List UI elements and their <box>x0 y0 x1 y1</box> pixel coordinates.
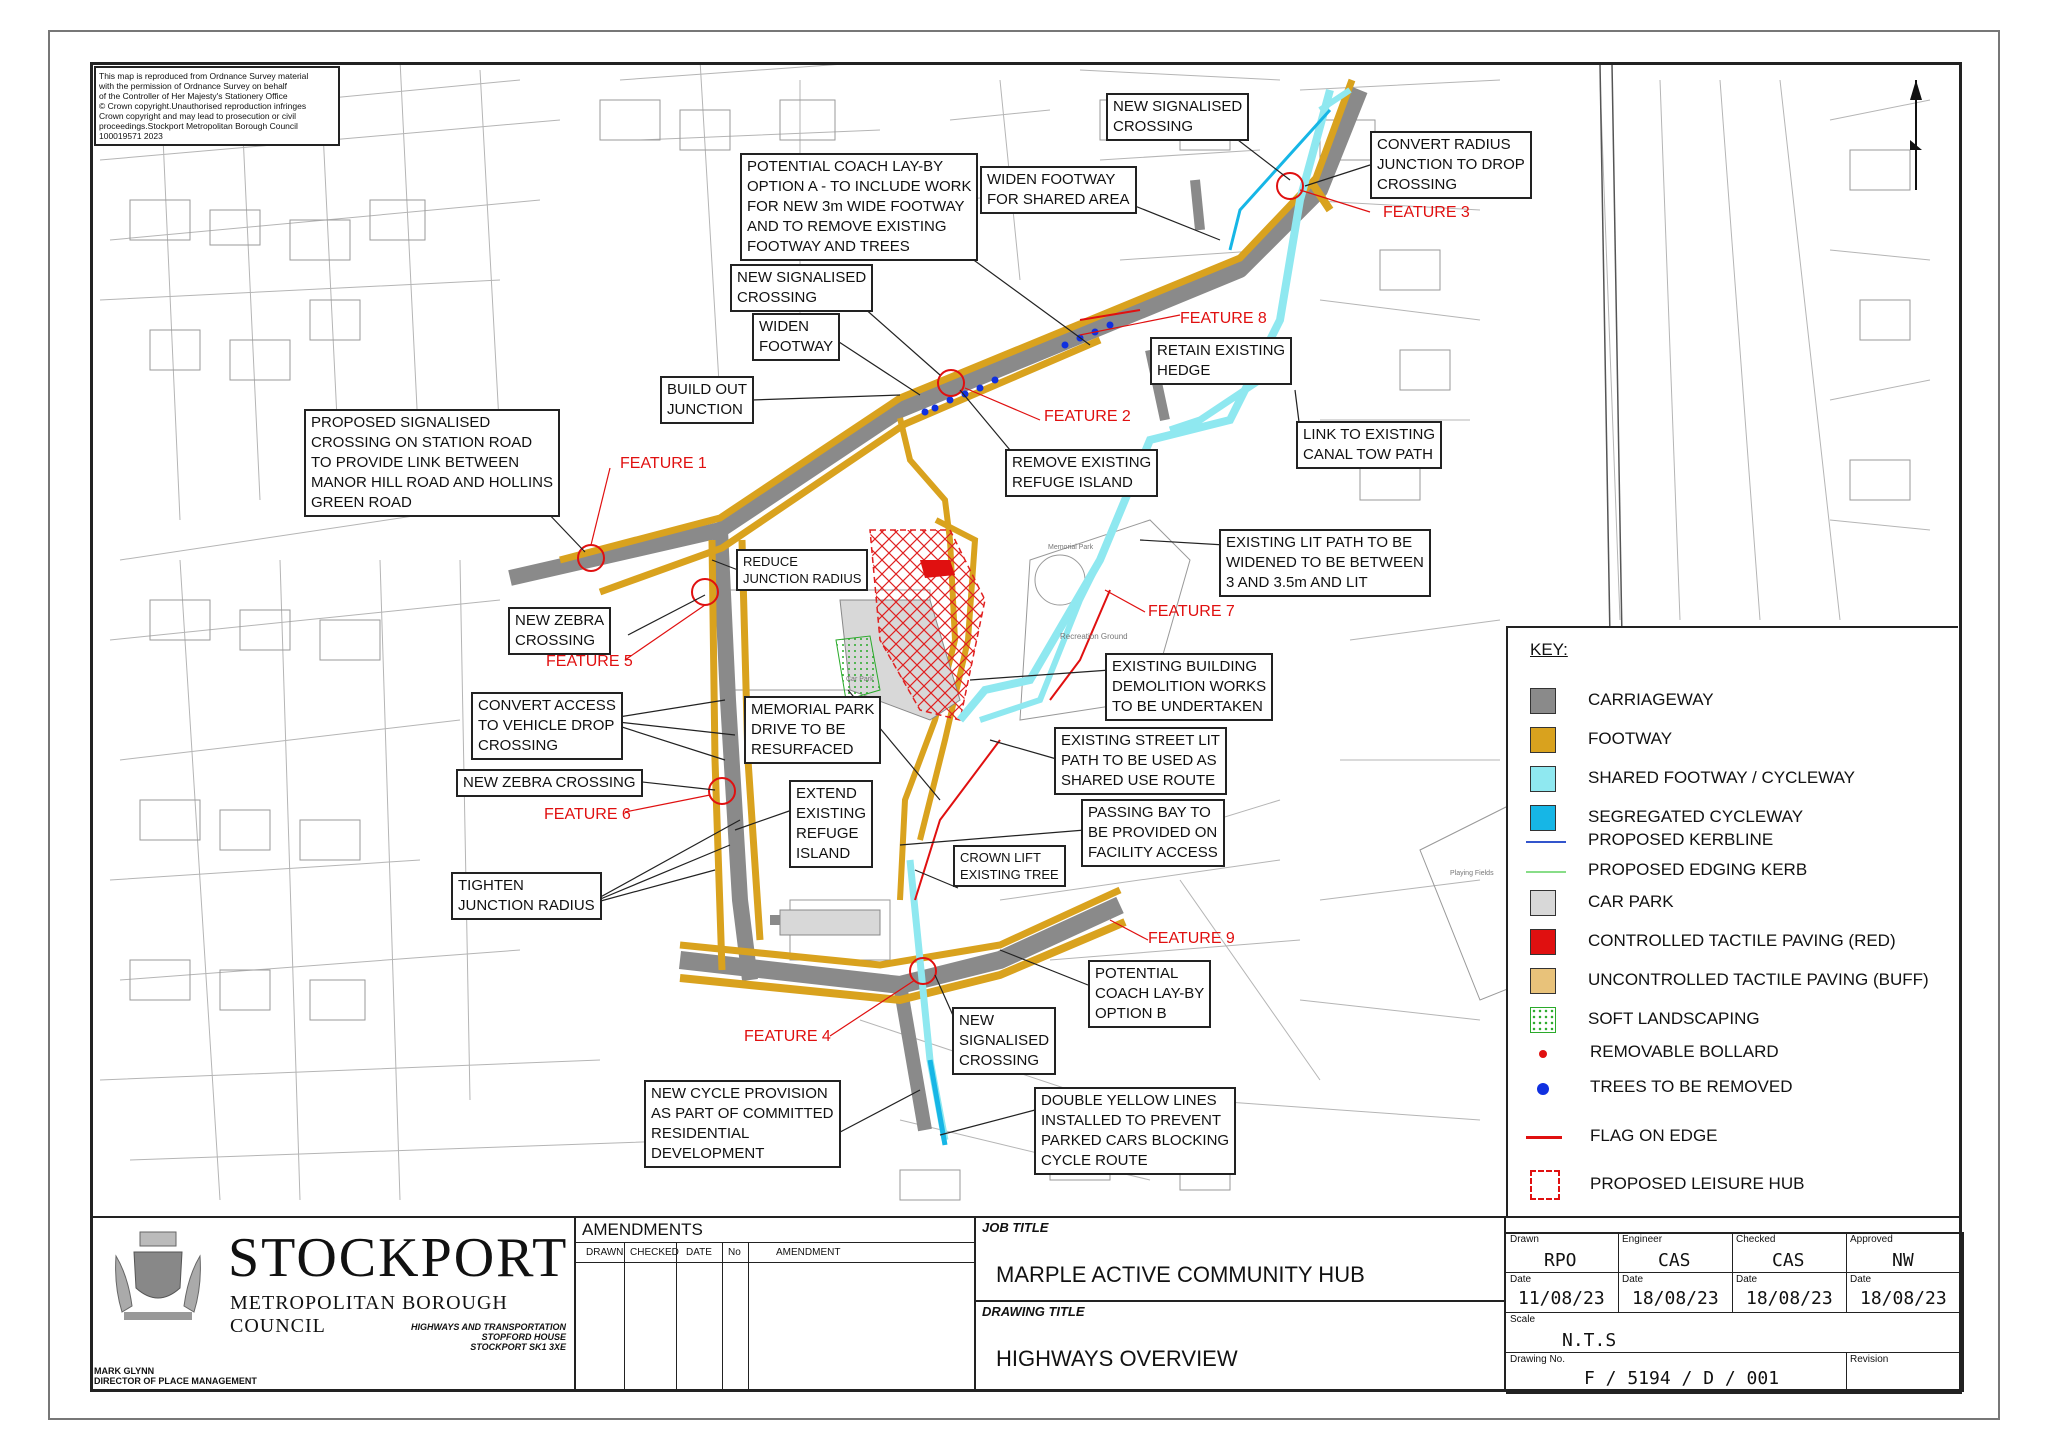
date-engineer: 18/08/23 <box>1632 1288 1719 1309</box>
checked-label: Checked <box>1736 1234 1776 1245</box>
key-label: PROPOSED LEISURE HUB <box>1590 1174 1805 1193</box>
callout-zebra-mid: NEW ZEBRA CROSSING <box>456 769 643 797</box>
scale-label: Scale <box>1510 1314 1536 1325</box>
date-checked: 18/08/23 <box>1746 1288 1833 1309</box>
council-crest-icon <box>110 1226 206 1326</box>
bollard-swatch <box>1539 1050 1547 1058</box>
key-label: FLAG ON EDGE <box>1590 1126 1718 1145</box>
drawing-title: HIGHWAYS OVERVIEW <box>996 1346 1238 1371</box>
callout-build-out: BUILD OUT JUNCTION <box>660 376 754 424</box>
callout-coach-layby-a: POTENTIAL COACH LAY-BY OPTION A - TO INCLUDE WORK FOR NEW 3m WIDE FOOTWAY AND TO REMOVE EXISTING FOOTWAY AND TREES <box>740 153 978 261</box>
key-label: SHARED FOOTWAY / CYCLEWAY <box>1588 768 1855 787</box>
callout-memorial-drive: MEMORIAL PARK DRIVE TO BE RESURFACED <box>744 696 881 764</box>
key-label: CAR PARK <box>1588 892 1674 911</box>
title-panel <box>976 1218 1506 1392</box>
feature-9-label: FEATURE 9 <box>1148 930 1235 947</box>
date-approved: 18/08/23 <box>1860 1288 1947 1309</box>
key-label: REMOVABLE BOLLARD <box>1590 1042 1779 1061</box>
car-park-swatch <box>1530 890 1556 916</box>
drawn-label: Drawn <box>1510 1234 1539 1245</box>
callout-retain-hedge: RETAIN EXISTING HEDGE <box>1150 337 1292 385</box>
approved-value: NW <box>1892 1250 1914 1271</box>
carriageway-swatch <box>1530 688 1556 714</box>
key-row <box>1508 1120 1958 1156</box>
callout-extend-refuge: EXTEND EXISTING REFUGE ISLAND <box>789 780 873 868</box>
key-row <box>1508 1168 1958 1204</box>
feature-1-label: FEATURE 1 <box>620 455 707 472</box>
kerbline-swatch <box>1526 841 1566 843</box>
feature-8-label: FEATURE 8 <box>1180 310 1267 327</box>
drawing-no-value: F / 5194 / D / 001 <box>1584 1368 1780 1389</box>
job-title: MARPLE ACTIVE COMMUNITY HUB <box>996 1262 1365 1287</box>
recreation-ground-label: Recreation Ground <box>1060 632 1128 641</box>
callout-crown-lift: CROWN LIFT EXISTING TREE <box>953 845 1066 887</box>
amend-col: No <box>728 1247 741 1258</box>
key-label: TREES TO BE REMOVED <box>1590 1077 1793 1096</box>
footway-swatch <box>1530 727 1556 753</box>
drawing-title-label: DRAWING TITLE <box>982 1304 1085 1319</box>
callout-double-yellow: DOUBLE YELLOW LINES INSTALLED TO PREVENT PARKED CARS BLOCKING CYCLE ROUTE <box>1034 1087 1236 1175</box>
memorial-park-label: Memorial Park <box>1048 544 1094 551</box>
soft-landscaping-swatch <box>1530 1007 1556 1033</box>
car-park-label: Car Park <box>846 676 874 683</box>
approved-label: Approved <box>1850 1234 1893 1245</box>
council-panel <box>90 1218 576 1392</box>
council-address: HIGHWAYS AND TRANSPORTATION STOPFORD HOUSE STOCKPORT SK1 3XE <box>411 1322 566 1352</box>
amendments-title: AMENDMENTS <box>582 1220 703 1239</box>
key-row <box>1508 886 1958 922</box>
callout-passing-bay: PASSING BAY TO BE PROVIDED ON FACILITY ACCESS <box>1081 799 1225 867</box>
callout-zebra-top: NEW ZEBRA CROSSING <box>508 607 611 655</box>
callout-coach-layby-b: POTENTIAL COACH LAY-BY OPTION B <box>1088 960 1211 1028</box>
callout-reduce-radius: REDUCE JUNCTION RADIUS <box>736 549 868 591</box>
drawing-no-label: Drawing No. <box>1510 1354 1566 1365</box>
key-row <box>1508 925 1958 961</box>
amend-col: CHECKED <box>630 1247 679 1258</box>
controlled-tactile-swatch <box>1530 929 1556 955</box>
date-label: Date <box>1622 1274 1644 1285</box>
callout-convert-radius: CONVERT RADIUS JUNCTION TO DROP CROSSING <box>1370 131 1532 199</box>
callout-convert-access: CONVERT ACCESS TO VEHICLE DROP CROSSING <box>471 692 623 760</box>
edging-kerb-swatch <box>1526 871 1566 873</box>
flag-on-edge-swatch <box>1526 1136 1562 1139</box>
callout-new-signalised-crossing-top: NEW SIGNALISED CROSSING <box>1106 93 1249 141</box>
callout-widen-footway: WIDEN FOOTWAY <box>752 313 840 361</box>
revision-label: Revision <box>1850 1354 1889 1365</box>
key-label: CARRIAGEWAY <box>1588 690 1714 709</box>
callout-lit-path: EXISTING LIT PATH TO BE WIDENED TO BE BETWEEN 3 AND 3.5m AND LIT <box>1219 529 1431 597</box>
key-row <box>1508 762 1958 798</box>
callout-remove-refuge: REMOVE EXISTING REFUGE ISLAND <box>1005 449 1158 497</box>
key-row <box>1508 723 1958 759</box>
key-row <box>1508 1036 1958 1072</box>
key-label: SOFT LANDSCAPING <box>1588 1009 1760 1028</box>
copyright-notice: This map is reproduced from Ordnance Survey material with the permission of Ordnance Survey on behalf of the Controller of Her Majesty's Stationery Office © Crown copyright.Unauthorised reproduction infringes Crown copyright and may lead to prosecution or civil proceedings.Stockport Metropolitan Borough Council 100019571 2023 <box>94 66 340 146</box>
engineer-value: CAS <box>1658 1250 1691 1271</box>
key-label: PROPOSED KERBLINE <box>1588 830 1774 849</box>
drawn-value: RPO <box>1544 1250 1577 1271</box>
map-key <box>1506 626 1958 1216</box>
shared-cycleway-swatch <box>1530 766 1556 792</box>
amend-col: DATE <box>686 1247 712 1258</box>
title-block <box>90 1216 1962 1392</box>
feature-7-label: FEATURE 7 <box>1148 603 1235 620</box>
scale-value: N.T.S <box>1562 1330 1617 1351</box>
uncontrolled-tactile-swatch <box>1530 968 1556 994</box>
feature-6-label: FEATURE 6 <box>544 806 631 823</box>
info-grid <box>1506 1218 1962 1392</box>
key-label: FOOTWAY <box>1588 729 1673 748</box>
callout-widen-footway-shared: WIDEN FOOTWAY FOR SHARED AREA <box>980 166 1137 214</box>
date-label: Date <box>1510 1274 1532 1285</box>
feature-3-label: FEATURE 3 <box>1383 204 1470 221</box>
callout-demolition: EXISTING BUILDING DEMOLITION WORKS TO BE UNDERTAKEN <box>1105 653 1273 721</box>
key-label: UNCONTROLLED TACTILE PAVING (BUFF) <box>1588 970 1929 989</box>
feature-5-label: FEATURE 5 <box>546 653 633 670</box>
callout-station-road: PROPOSED SIGNALISED CROSSING ON STATION ROAD TO PROVIDE LINK BETWEEN MANOR HILL ROAD AND HOLLINS GREEN ROAD <box>304 409 560 517</box>
playing-fields-label: Playing Fields <box>1450 870 1494 877</box>
callout-link-tow-path: LINK TO EXISTING CANAL TOW PATH <box>1296 421 1442 469</box>
key-row <box>1508 964 1958 1000</box>
callout-cycle-provision: NEW CYCLE PROVISION AS PART OF COMMITTED RESIDENTIAL DEVELOPMENT <box>644 1080 841 1168</box>
date-drawn: 11/08/23 <box>1518 1288 1605 1309</box>
amend-col: AMENDMENT <box>776 1247 841 1258</box>
key-label: PROPOSED EDGING KERB <box>1588 860 1808 879</box>
director: MARK GLYNN DIRECTOR OF PLACE MANAGEMENT <box>94 1366 257 1386</box>
amend-col: DRAWN <box>586 1247 624 1258</box>
job-title-label: JOB TITLE <box>982 1220 1049 1235</box>
amendments-panel <box>576 1218 976 1392</box>
key-row <box>1508 684 1958 720</box>
key-row <box>1508 1071 1958 1107</box>
council-name: STOCKPORT <box>228 1227 569 1289</box>
council-subtitle: METROPOLITAN BOROUGH COUNCIL <box>230 1292 508 1337</box>
callout-tighten: TIGHTEN JUNCTION RADIUS <box>451 872 602 920</box>
key-row <box>1508 1003 1958 1039</box>
key-label: SEGREGATED CYCLEWAY <box>1588 807 1804 826</box>
key-row <box>1508 854 1958 890</box>
date-label: Date <box>1850 1274 1872 1285</box>
engineer-label: Engineer <box>1622 1234 1663 1245</box>
feature-4-label: FEATURE 4 <box>744 1028 831 1045</box>
checked-value: CAS <box>1772 1250 1805 1271</box>
leisure-hub-swatch <box>1530 1170 1560 1200</box>
tree-swatch <box>1537 1083 1549 1095</box>
key-title: KEY: <box>1530 640 1568 659</box>
feature-2-label: FEATURE 2 <box>1044 408 1131 425</box>
key-label: CONTROLLED TACTILE PAVING (RED) <box>1588 931 1896 950</box>
date-label: Date <box>1736 1274 1758 1285</box>
callout-street-lit-path: EXISTING STREET LIT PATH TO BE USED AS SHARED USE ROUTE <box>1054 727 1227 795</box>
callout-new-signalised-crossing-mid: NEW SIGNALISED CROSSING <box>730 264 873 312</box>
callout-new-signalised-bottom: NEW SIGNALISED CROSSING <box>952 1007 1056 1075</box>
